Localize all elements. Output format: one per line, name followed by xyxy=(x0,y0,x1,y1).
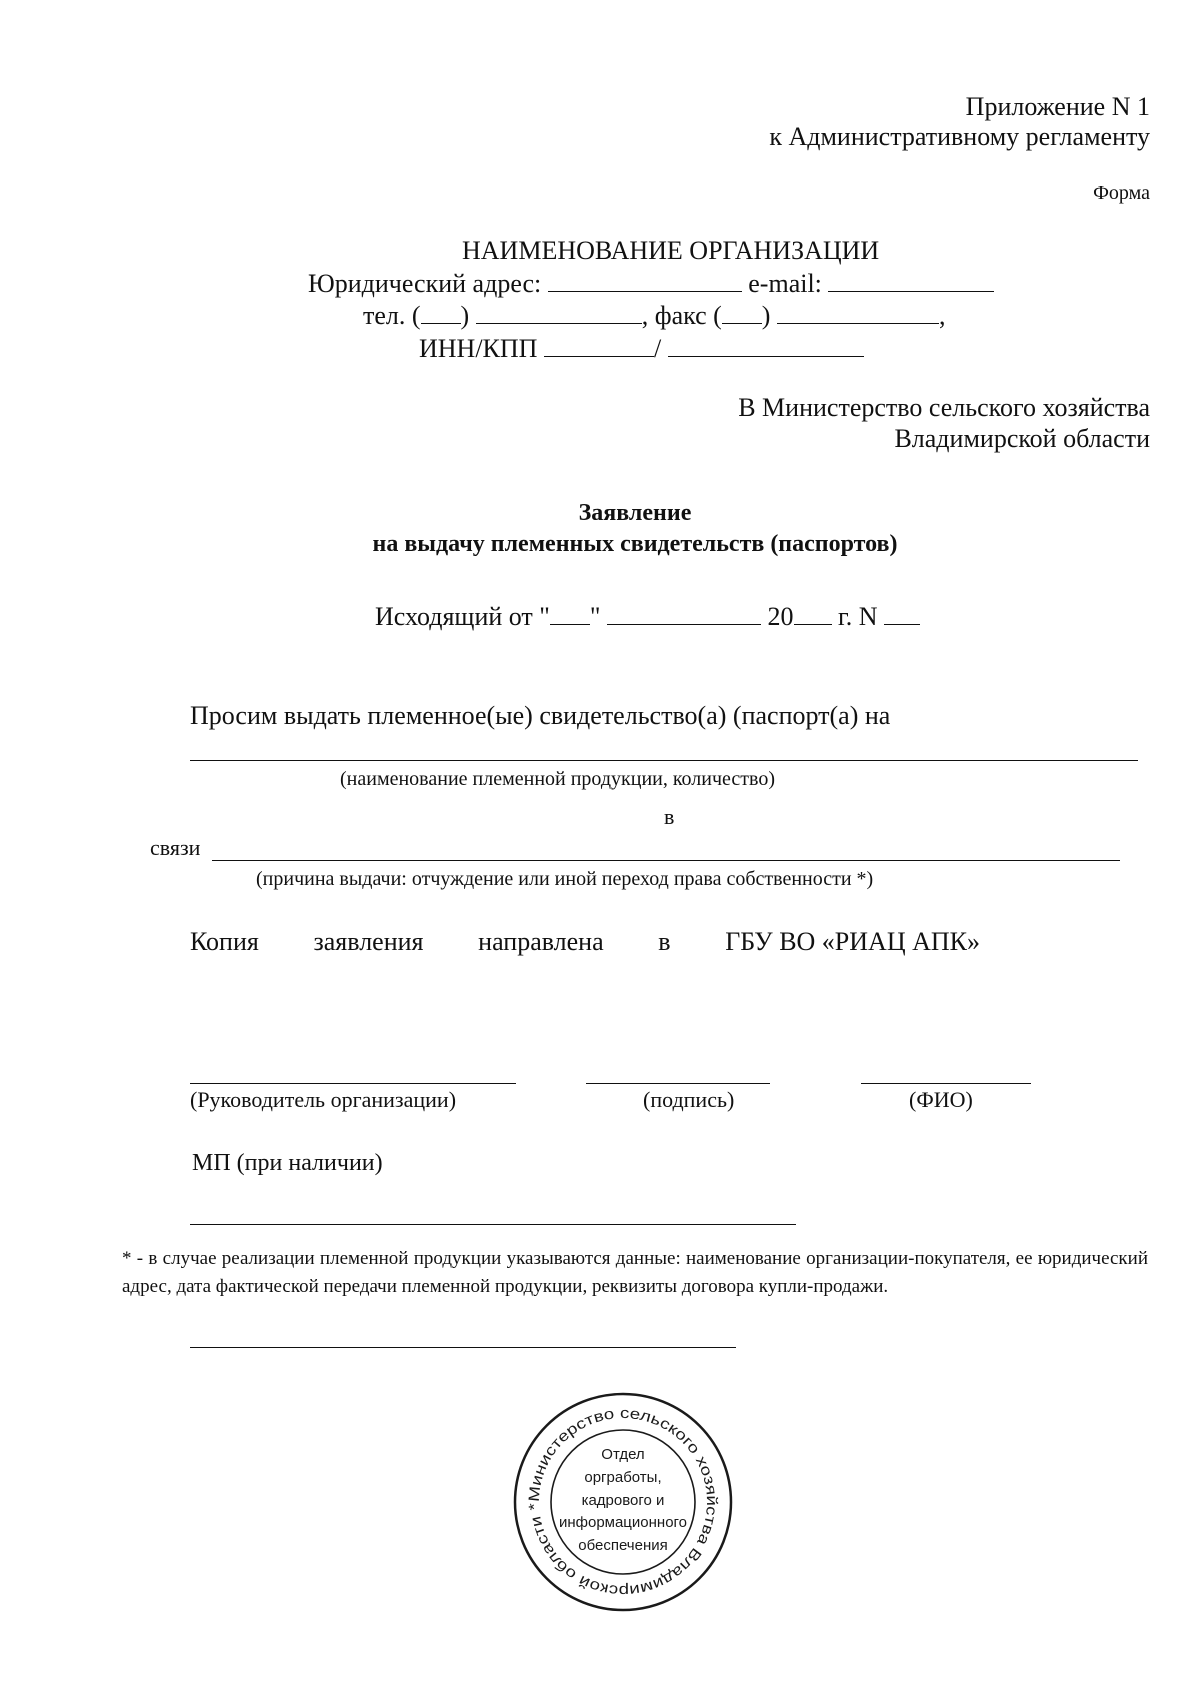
legal-address-blank xyxy=(548,269,742,292)
outgoing-label: Исходящий от " xyxy=(375,602,550,631)
stamp-center-line4: информационного xyxy=(558,1514,688,1531)
tel-number-blank xyxy=(476,301,642,324)
inn-blank xyxy=(544,334,654,357)
in-word: в xyxy=(664,804,675,829)
legal-address-row xyxy=(308,269,994,297)
head-caption: (Руководитель организации) xyxy=(190,1087,457,1112)
inn-separator: / xyxy=(653,334,662,363)
day-blank xyxy=(550,602,590,625)
fax-label: , факс ( xyxy=(641,301,722,330)
fax-close: ) xyxy=(761,301,771,330)
product-line xyxy=(190,760,1138,761)
org-name: НАИМЕНОВАНИЕ ОРГАНИЗАЦИИ xyxy=(462,236,880,265)
stamp-center-line3: кадрового и xyxy=(581,1492,665,1509)
tel-label: тел. ( xyxy=(363,301,421,330)
product-caption: (наименование племенной продукции, количество) xyxy=(340,768,775,790)
fax-number-blank xyxy=(777,301,939,324)
footnote: * - в случае реализации племенной продукции указываются данные: наименование организации-покупателя, ее юридический адрес, дата фактической передачи племенной продукции, реквизиты договора купли-продажи. xyxy=(122,1248,1148,1297)
stamp-ring-textpath: Министерство сельского хозяйства Владимирской области * xyxy=(525,1404,721,1600)
stamp-center-line2: оргработы, xyxy=(584,1469,662,1486)
reason-caption: (причина выдачи: отчуждение или иной переход права собственности *) xyxy=(256,868,874,890)
legal-address-label: Юридический адрес: xyxy=(308,269,542,298)
year-blank xyxy=(794,602,832,625)
inn-label: ИНН/КПП xyxy=(419,334,538,363)
stamp-svg xyxy=(510,1389,736,1615)
copy-line xyxy=(190,929,980,955)
fax-code-blank xyxy=(722,301,762,324)
email-blank xyxy=(828,269,994,292)
name-caption: (ФИО) xyxy=(909,1087,973,1112)
request-text: Просим выдать племенное(ые) свидетельство(а) (паспорт(а) на xyxy=(190,701,891,730)
outgoing-row xyxy=(375,602,920,630)
copy-word-2: заявления xyxy=(313,927,424,956)
tel-close: ) xyxy=(460,301,470,330)
signature-caption: (подпись) xyxy=(643,1087,735,1112)
form-label: Форма xyxy=(1093,182,1150,204)
number-blank xyxy=(884,602,920,625)
ministry-stamp xyxy=(510,1389,736,1615)
copy-word-3: направлена xyxy=(478,927,604,956)
trailing-comma: , xyxy=(938,301,946,330)
recipient-line2: Владимирской области xyxy=(894,424,1150,453)
document-title: Заявление xyxy=(578,500,692,526)
quote-close: " xyxy=(589,602,601,631)
name-line xyxy=(861,1083,1031,1084)
stamp-center-line1: Отдел xyxy=(601,1446,645,1463)
recipient-line1: В Министерство сельского хозяйства xyxy=(738,393,1150,422)
inn-row xyxy=(419,334,864,362)
stamp-center-line5: обеспечения xyxy=(578,1537,668,1554)
copy-word-4: в xyxy=(658,927,671,956)
tel-code-blank xyxy=(421,301,461,324)
year-prefix: 20 xyxy=(767,602,794,631)
appendix-title: Приложение N 1 xyxy=(965,92,1150,121)
head-signature-line xyxy=(190,1083,516,1084)
reason-line xyxy=(212,860,1120,861)
copy-recipient: ГБУ ВО «РИАЦ АПК» xyxy=(725,927,980,956)
connection-word: связи xyxy=(150,835,201,860)
number-label: г. N xyxy=(838,602,878,631)
bottom-separator xyxy=(190,1347,736,1348)
appendix-subtitle: к Административному регламенту xyxy=(769,122,1150,151)
kpp-blank xyxy=(668,334,864,357)
signature-line xyxy=(586,1083,770,1084)
phone-row xyxy=(363,301,945,329)
copy-word-1: Копия xyxy=(190,927,259,956)
month-blank xyxy=(607,602,761,625)
seal-label: МП (при наличии) xyxy=(192,1150,383,1176)
document-subtitle: на выдачу племенных свидетельств (паспортов) xyxy=(372,531,898,557)
email-label: e-mail: xyxy=(748,269,822,298)
footnote-separator xyxy=(190,1224,796,1225)
